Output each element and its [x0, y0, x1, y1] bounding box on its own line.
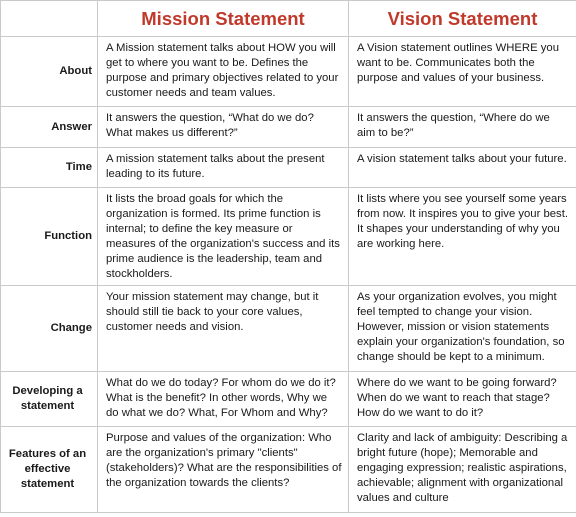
table-row — [1, 286, 576, 372]
mission-header: Mission Statement — [98, 1, 349, 37]
header-row — [1, 1, 576, 37]
row-label-features: Features of an effective statement — [1, 427, 98, 513]
table-row — [1, 37, 576, 107]
mission-cell-function: It lists the broad goals for which the organization is formed. Its prime function is internal; to define the key measure or measures of the organization's success and its prime audience is the leadership, team and stockholders. — [98, 188, 349, 286]
table-row — [1, 148, 576, 188]
table-row — [1, 372, 576, 427]
table-row — [1, 188, 576, 286]
corner-cell — [1, 1, 98, 37]
vision-cell-answer: It answers the question, “Where do we aim to be?” — [349, 107, 576, 148]
vision-cell-change: As your organization evolves, you might feel tempted to change your vision. However, mission or vision statements explain your organization's foundation, so change should be kept to a minimum. — [349, 286, 576, 372]
row-label-about: About — [1, 37, 98, 107]
mission-cell-developing: What do we do today? For whom do we do it? What is the benefit? In other words, Why we do what we do? What, For Whom and Why? — [98, 372, 349, 427]
vision-cell-function: It lists where you see yourself some years from now. It inspires you to give your best. It shapes your understanding of why you are working here. — [349, 188, 576, 286]
vision-cell-developing: Where do we want to be going forward? When do we want to reach that stage? How do we want to do it? — [349, 372, 576, 427]
row-label-answer: Answer — [1, 107, 98, 148]
row-label-function: Function — [1, 188, 98, 286]
table-row — [1, 107, 576, 148]
vision-cell-time: A vision statement talks about your future. — [349, 148, 576, 188]
mission-cell-time: A mission statement talks about the present leading to its future. — [98, 148, 349, 188]
mission-cell-change: Your mission statement may change, but it should still tie back to your core values, customer needs and vision. — [98, 286, 349, 372]
mission-cell-features: Purpose and values of the organization: Who are the organization's primary "clients" (stakeholders)? What are the responsibilities of the organization towards the clients? — [98, 427, 349, 513]
vision-cell-about: A Vision statement outlines WHERE you want to be. Communicates both the purpose and values of your business. — [349, 37, 576, 107]
mission-cell-answer: It answers the question, “What do we do? What makes us different?” — [98, 107, 349, 148]
table-row — [1, 427, 576, 513]
row-label-change: Change — [1, 286, 98, 372]
vision-cell-features: Clarity and lack of ambiguity: Describing a bright future (hope); Memorable and engaging expression; realistic aspirations, achievable; alignment with organizational values and culture — [349, 427, 576, 513]
row-label-time: Time — [1, 148, 98, 188]
mission-cell-about: A Mission statement talks about HOW you will get to where you want to be. Defines the purpose and primary objectives related to your customer needs and team values. — [98, 37, 349, 107]
row-label-developing: Developing a statement — [1, 372, 98, 427]
vision-header: Vision Statement — [349, 1, 576, 37]
